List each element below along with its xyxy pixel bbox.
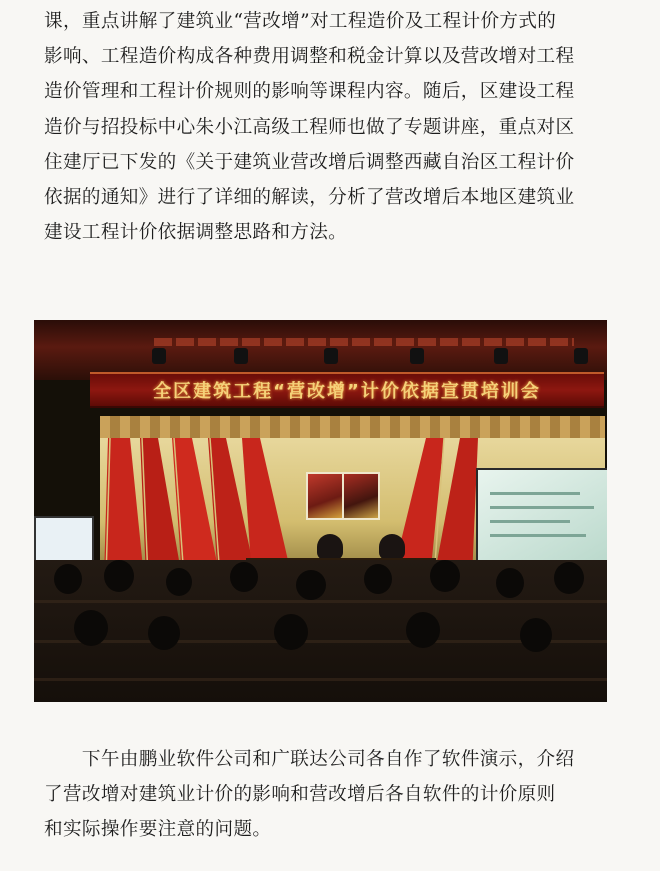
slide-line [490,506,594,509]
ceiling [34,320,607,380]
text-line: 住建厅已下发的《关于建筑业营改增后调整西藏自治区工程计价 [44,151,575,173]
audience-head [148,616,180,650]
audience-head [74,610,108,646]
audience-head [406,612,440,648]
text-line: 了营改增对建筑业计价的影响和营改增后各自软件的计价原则 [44,784,556,806]
curtain-valance [100,416,605,440]
paragraph-top [44,4,574,250]
ceiling-lights [154,338,574,346]
audience-head [430,560,460,592]
audience [34,560,607,702]
spotlight [410,348,424,364]
seat-row [34,600,607,603]
text-line: 影响、工程造价构成各种费用调整和税金计算以及营改增对工程 [44,46,575,68]
projection-screen [476,468,607,568]
text-line: 课，重点讲解了建筑业“营改增”对工程造价及工程计价方式的 [44,11,557,32]
spotlight [234,348,248,364]
text-line: 建设工程计价依据调整思路和方法。 [44,222,348,244]
text-line: 和实际操作要注意的问题。 [44,819,272,841]
portrait-poster [306,472,344,520]
audience-head [364,564,392,594]
audience-head [274,614,308,650]
audience-head [54,564,82,594]
meeting-banner [90,372,604,408]
banner-text: 全区建筑工程“营改增”计价依据宣贯培训会 [153,381,541,402]
paragraph-bottom [44,742,574,848]
audience-head [496,568,524,598]
speaker [317,534,343,560]
portrait-poster [342,472,380,520]
spotlight [152,348,166,364]
spotlight [574,348,588,364]
spotlight [324,348,338,364]
text-line: 下午由鹏业软件公司和广联达公司各自作了软件演示，介绍 [44,749,575,770]
text-line: 造价与招投标中心朱小江高级工程师也做了专题讲座，重点对区 [44,116,575,138]
audience-head [166,568,192,596]
audience-head [104,560,134,592]
conference-photo [34,320,607,702]
audience-head [554,562,584,594]
text-line: 造价管理和工程计价规则的影响等课程内容。随后，区建设工程 [44,81,575,103]
seat-row [34,678,607,681]
slide-line [490,520,570,523]
slide-line [490,534,586,537]
slide-line [490,492,580,495]
audience-head [296,570,326,600]
audience-head [520,618,552,652]
speaker [379,534,405,560]
text-line: 依据的通知》进行了详细的解读，分析了营改增后本地区建筑业 [44,187,575,209]
spotlight [494,348,508,364]
audience-head [230,562,258,592]
